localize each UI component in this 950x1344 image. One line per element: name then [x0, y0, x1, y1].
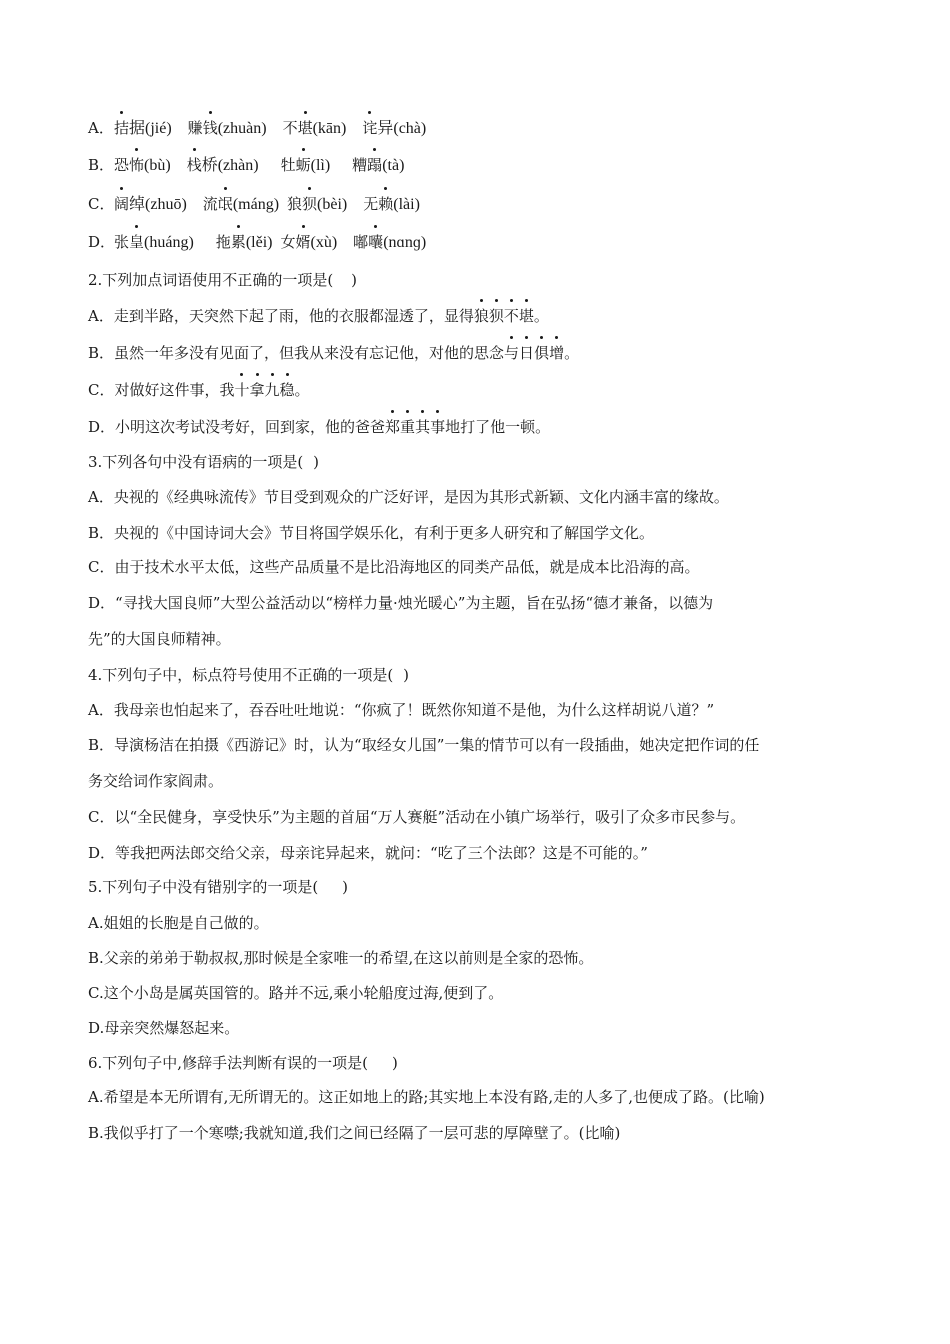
emphasis-dot [256, 373, 259, 376]
q1-c-item-4: 无 赖(lài) [363, 195, 420, 213]
q5-option-b: B.父亲的弟弟于勒叔叔,那时候是全家唯一的希望,在这以前则是全家的恐怖。 [88, 949, 594, 967]
q1-option-d: D．张 皇(huáng) 拖 累(lěi) 女 婿(xù) 嘟 囔(nɑnɡ) [88, 232, 426, 253]
emphasis-dot [525, 336, 528, 339]
emphasis-dot [436, 410, 439, 413]
q2-stem: 2.下列加点词语使用不正确的一项是( ) [88, 271, 358, 289]
dotted-char: 狈 [489, 306, 504, 326]
q4-option-b-line2: 务交给词作家阎肃。 [88, 772, 224, 790]
q5-stem: 5.下列句子中没有错别字的一项是( ) [88, 878, 349, 896]
emphasis-dot [135, 225, 138, 228]
q1-option-b: B．恐 怖(bù) 栈桥(zhàn) 牡 蛎(lì) 糟 蹋(tà) [88, 155, 404, 176]
emphasis-dot [480, 299, 483, 302]
q2-option-c: C．对做好这件事，我 十 拿 九 稳。 [88, 380, 310, 400]
emphasis-dot [286, 373, 289, 376]
dotted-char: 其 [415, 417, 430, 437]
q1-d-item-1: 张 皇(huáng) [114, 233, 194, 251]
q4-option-b-line1: B．导演杨洁在拍摄《西游记》时，认为“取经女儿国”一集的情节可以有一段插曲，她决定把作词的任 [88, 736, 760, 754]
q4-option-d: D．等我把两法郎交给父亲，母亲诧异起来，就问：“吃了三个法郎？这是不可能的。” [88, 844, 648, 862]
emphasis-dot [120, 187, 123, 190]
q1-d-item-4: 嘟 囔(nɑnɡ) [353, 233, 426, 251]
q5-option-d: D.母亲突然爆怒起来。 [88, 1019, 240, 1037]
q6-option-a: A.希望是本无所谓有,无所谓无的。这正如地上的路;其实地上本没有路,走的人多了,也便成了路。(比喻) [88, 1088, 765, 1106]
emphasis-dot [421, 410, 424, 413]
q3-option-a: A．央视的《经典咏流传》节目受到观众的广泛好评，是因为其形式新颖、文化内涵丰富的缘故。 [88, 488, 729, 506]
q4-option-a: A．我母亲也怕起来了，吞吞吐吐地说：“你疯了！既然你知道不是他，为什么这样胡说八道？” [88, 701, 715, 719]
q4-stem: 4.下列句子中，标点符号使用不正确的一项是( ) [88, 666, 410, 684]
emphasis-dot [224, 187, 227, 190]
emphasis-dot [302, 225, 305, 228]
emphasis-dot [374, 225, 377, 228]
dotted-char: 增 [549, 343, 564, 363]
emphasis-dot [304, 111, 307, 114]
dotted-char: 与 [504, 343, 519, 363]
emphasis-dot [368, 111, 371, 114]
emphasis-dot [406, 410, 409, 413]
emphasis-dot [373, 148, 376, 151]
q5-option-a: A.姐姐的长胞是自己做的。 [88, 914, 269, 932]
q1-c-item-3: 狼 狈(bèi) [287, 195, 347, 213]
q3-option-b: B．央视的《中国诗词大会》节目将国学娱乐化，有利于更多人研究和了解国学文化。 [88, 524, 655, 542]
emphasis-dot [120, 111, 123, 114]
q1-c-item-1: 阔绰(zhuō) [114, 195, 187, 213]
dotted-char: 日 [519, 343, 534, 363]
q1-d-item-3: 女 婿(xù) [280, 233, 337, 251]
q1-option-a: A． 拮据(jié) 赚 钱(zhuàn) 不 堪(kān) 诧异(chà) [88, 118, 426, 139]
emphasis-dot [384, 187, 387, 190]
emphasis-dot [510, 299, 513, 302]
dotted-word [234, 381, 294, 399]
emphasis-dot [510, 336, 513, 339]
q6-option-b: B.我似乎打了一个寒噤;我就知道,我们之间已经隔了一层可悲的厚障壁了。(比喻) [88, 1124, 621, 1142]
dotted-char: 狼 [474, 306, 489, 326]
emphasis-dot [271, 373, 274, 376]
dotted-char: 九 [265, 380, 280, 400]
dotted-word [474, 307, 534, 325]
dotted-char: 事 [430, 417, 445, 437]
q2-option-d: D．小明这次考试没考好，回到家，他的爸爸 郑 重 其 事地打了他一顿。 [88, 417, 550, 437]
emphasis-dot [209, 111, 212, 114]
q3-option-d-line2: 先”的大国良师精神。 [88, 630, 231, 648]
q5-option-c: C.这个小岛是属英国管的。路并不远,乘小轮船度过海,便到了。 [88, 984, 504, 1002]
q1-b-item-2: 栈桥(zhàn) [187, 156, 259, 174]
emphasis-dot [302, 148, 305, 151]
q1-b-item-1: 恐 怖(bù) [114, 156, 171, 174]
emphasis-dot [525, 299, 528, 302]
emphasis-dot [193, 148, 196, 151]
emphasis-dot [135, 148, 138, 151]
q2-option-a: A．走到半路，天突然下起了雨，他的衣服都湿透了，显得 狼 狈 不 堪。 [88, 306, 549, 326]
q1-a-item-2: 赚 钱(zhuàn) [188, 119, 267, 137]
q1-b-item-4: 糟 蹋(tà) [352, 156, 404, 174]
dotted-char: 俱 [534, 343, 549, 363]
q2-option-b: B．虽然一年多没有见面了，但我从来没有忘记他，对他的思念 与 日 俱 增。 [88, 343, 579, 363]
emphasis-dot [555, 336, 558, 339]
dotted-word [504, 344, 564, 362]
emphasis-dot [540, 336, 543, 339]
q1-d-item-2: 拖 累(lěi) [216, 233, 273, 251]
q1-a-item-1: 拮据(jié) [114, 119, 172, 137]
dotted-char: 稳 [280, 380, 295, 400]
emphasis-dot [495, 299, 498, 302]
q4-option-c: C．以“全民健身，享受快乐”为主题的首届“万人赛艇”活动在小镇广场举行，吸引了众多市民参与。 [88, 808, 746, 826]
dotted-char: 郑 [385, 417, 400, 437]
q1-a-item-4: 诧异(chà) [362, 119, 426, 137]
q1-b-item-3: 牡 蛎(lì) [281, 156, 331, 174]
q3-stem: 3.下列各句中没有语病的一项是( ) [88, 453, 320, 471]
dotted-char: 重 [400, 417, 415, 437]
q3-option-c: C．由于技术水平太低，这些产品质量不是比沿海地区的同类产品低，就是成本比沿海的高。 [88, 558, 700, 576]
dotted-char: 堪 [519, 306, 534, 326]
dotted-char: 不 [504, 306, 519, 326]
q1-option-c: C． 阔绰(zhuō) 流 氓(máng) 狼 狈(bèi) 无 赖(lài) [88, 194, 420, 215]
q6-stem: 6.下列句子中,修辞手法判断有误的一项是( ) [88, 1054, 398, 1072]
emphasis-dot [237, 225, 240, 228]
emphasis-dot [308, 187, 311, 190]
dotted-char: 拿 [250, 380, 265, 400]
dotted-char: 十 [234, 380, 249, 400]
emphasis-dot [391, 410, 394, 413]
dotted-word [385, 418, 445, 436]
q1-c-item-2: 流 氓(máng) [203, 195, 279, 213]
q1-a-item-3: 不 堪(kān) [283, 119, 347, 137]
q3-option-d-line1: D．“寻找大国良师”大型公益活动以“榜样力量·烛光暖心”为主题，旨在弘扬“德才兼备，以德为 [88, 594, 714, 612]
emphasis-dot [240, 373, 243, 376]
